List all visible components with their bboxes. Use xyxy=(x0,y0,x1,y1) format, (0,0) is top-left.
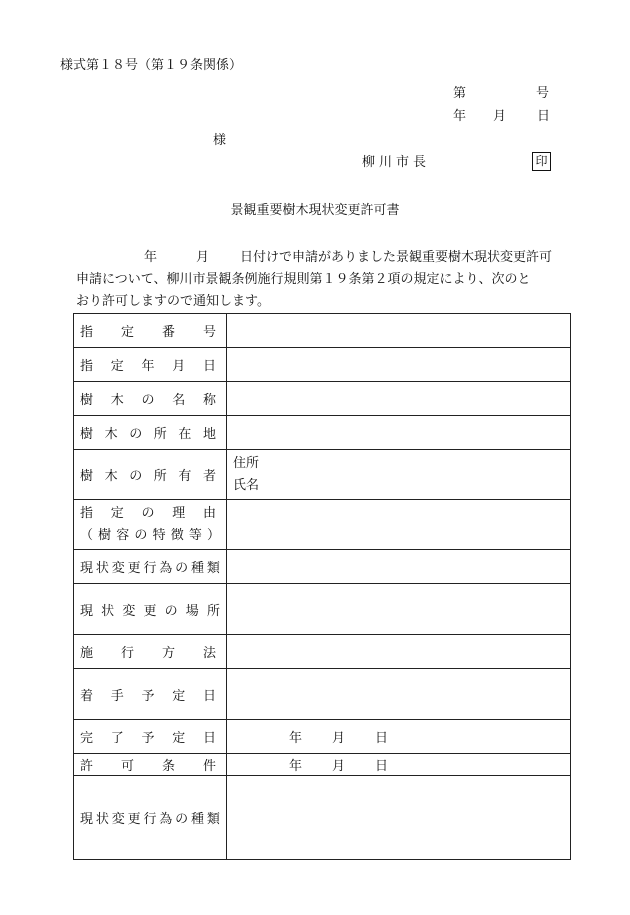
label-char: 方 xyxy=(161,646,175,661)
permit-date-fields xyxy=(233,755,570,774)
label-char: 更 xyxy=(127,812,141,827)
label-char: 年 xyxy=(141,359,155,374)
label-char: 種 xyxy=(191,812,205,827)
label-char: 類 xyxy=(206,812,220,827)
value-designation-date[interactable] xyxy=(227,348,571,382)
label-char: 行 xyxy=(143,812,157,827)
change-location-text xyxy=(80,600,220,619)
label-char: の xyxy=(164,603,178,619)
label-char: 施 xyxy=(80,646,94,661)
label-char: 樹 xyxy=(80,469,94,484)
label-char: 樹 xyxy=(80,393,94,408)
issue-date-month-label: 月 xyxy=(493,109,507,124)
label-char: 等 xyxy=(188,527,202,543)
label-char: 木 xyxy=(104,427,118,442)
label-tree-location xyxy=(74,416,227,450)
label-char: 状 xyxy=(101,603,115,619)
label-char: （ xyxy=(80,527,94,543)
body-line-2: 申請について、柳川市景観条例施行規則第１９条第２項の規定により、次のと xyxy=(76,272,531,287)
label-char: 樹 xyxy=(98,527,112,543)
label-char: の xyxy=(175,561,189,576)
row-tree-location xyxy=(74,416,571,450)
label-char: 変 xyxy=(111,561,125,576)
label-change-location xyxy=(74,584,227,635)
value-change-act-type-2[interactable] xyxy=(227,776,571,860)
body-month-label: 月 xyxy=(196,250,210,265)
completion-day-label: 日 xyxy=(375,731,389,746)
row-tree-name xyxy=(74,382,571,416)
row-change-act-type xyxy=(74,550,571,584)
body-line-1-text: 日付けで申請がありました景観重要樹木現状変更許可 xyxy=(240,250,553,265)
label-char: 為 xyxy=(159,812,173,827)
document-number-suffix: 号 xyxy=(536,86,550,101)
label-construction-method xyxy=(74,635,227,669)
body-year-label: 年 xyxy=(144,250,158,265)
issuer-name: 柳川市長 xyxy=(362,155,431,170)
permit-conditions-text xyxy=(80,755,220,774)
label-char: 理 xyxy=(172,505,186,521)
label-char: 完 xyxy=(80,731,94,746)
permit-day-label: 日 xyxy=(375,759,389,774)
label-char: 為 xyxy=(159,561,173,576)
row-start-date xyxy=(74,669,571,720)
label-char: 指 xyxy=(80,359,94,374)
label-char: 更 xyxy=(127,561,141,576)
label-char: 番 xyxy=(161,325,175,340)
issue-date-day-label: 日 xyxy=(537,109,551,124)
label-char: 行 xyxy=(120,646,134,661)
value-tree-location[interactable] xyxy=(227,416,571,450)
label-char: 樹 xyxy=(80,427,94,442)
body-line-3: おり許可しますので通知します。 xyxy=(76,294,270,309)
start-date-text xyxy=(80,685,220,704)
label-char: 現 xyxy=(80,603,94,619)
owner-name-label: 氏名 xyxy=(233,477,260,493)
label-start-date xyxy=(74,669,227,720)
label-char: 種 xyxy=(191,561,205,576)
label-char: 条 xyxy=(161,759,175,774)
label-char: 状 xyxy=(95,812,109,827)
label-char: ） xyxy=(206,527,220,543)
label-char: 徴 xyxy=(170,527,184,543)
owner-address-label: 住所 xyxy=(233,455,260,471)
label-char: 許 xyxy=(80,759,94,774)
label-char: の xyxy=(129,427,143,442)
designation-reason-subtext xyxy=(80,525,220,547)
addressee-honorific: 様 xyxy=(213,133,227,148)
label-char: 状 xyxy=(95,561,109,576)
label-char: の xyxy=(134,527,148,543)
label-char: 手 xyxy=(110,688,124,704)
value-construction-method[interactable] xyxy=(227,635,571,669)
label-char: 指 xyxy=(80,505,94,521)
document-title: 景観重要樹木現状変更許可書 xyxy=(230,203,400,218)
body-paragraph xyxy=(76,247,576,313)
row-tree-owner xyxy=(74,450,571,500)
label-char: 件 xyxy=(202,759,216,774)
label-char: 日 xyxy=(202,359,216,374)
value-designation-reason[interactable] xyxy=(227,500,571,550)
label-char: 着 xyxy=(80,688,94,704)
tree-owner-text xyxy=(80,465,220,484)
label-designation-number xyxy=(74,314,227,348)
row-permit-conditions xyxy=(74,754,571,776)
value-tree-owner[interactable] xyxy=(227,450,571,500)
permit-details-table xyxy=(73,313,571,860)
label-char: 日 xyxy=(202,731,216,746)
label-char: 所 xyxy=(153,427,167,442)
row-change-act-type-2 xyxy=(74,776,571,860)
row-construction-method xyxy=(74,635,571,669)
label-change-act-type-2 xyxy=(74,776,227,860)
label-char: 定 xyxy=(110,505,124,521)
value-start-date[interactable] xyxy=(227,669,571,720)
label-char: 有 xyxy=(178,469,192,484)
label-char: の xyxy=(175,812,189,827)
row-completion-date xyxy=(74,720,571,754)
designation-reason-text xyxy=(80,503,220,525)
label-char: 特 xyxy=(152,527,166,543)
label-char: 号 xyxy=(202,325,216,340)
label-char: 名 xyxy=(172,393,186,408)
permit-month-label: 月 xyxy=(332,759,346,774)
value-tree-name[interactable] xyxy=(227,382,571,416)
body-line-1 xyxy=(76,247,576,269)
label-char: 月 xyxy=(172,359,186,374)
label-char: 者 xyxy=(202,469,216,484)
label-change-act-type xyxy=(74,550,227,584)
label-char: 可 xyxy=(120,759,134,774)
label-char: 称 xyxy=(202,393,216,408)
row-change-location xyxy=(74,584,571,635)
label-char: 類 xyxy=(206,561,220,576)
label-permit-conditions xyxy=(74,754,227,776)
issue-date-year-label: 年 xyxy=(453,109,467,124)
completion-date-fields xyxy=(233,727,570,746)
row-designation-reason xyxy=(74,500,571,550)
label-char: 場 xyxy=(185,603,199,619)
value-change-location[interactable] xyxy=(227,584,571,635)
completion-month-label: 月 xyxy=(332,731,346,746)
label-char: 木 xyxy=(110,393,124,408)
value-completion-date[interactable] xyxy=(227,720,571,754)
value-designation-number[interactable] xyxy=(227,314,571,348)
construction-method-text xyxy=(80,642,220,661)
label-char: 定 xyxy=(110,359,124,374)
label-char: 指 xyxy=(80,325,94,340)
form-number: 様式第１８号（第１９条関係） xyxy=(60,58,243,73)
designation-date-text xyxy=(80,355,220,374)
label-char: 現 xyxy=(80,561,94,576)
label-char: 在 xyxy=(178,427,192,442)
label-tree-owner xyxy=(74,450,227,500)
label-char: 変 xyxy=(122,603,136,619)
label-char: 木 xyxy=(104,469,118,484)
label-char: の xyxy=(141,393,155,408)
completion-year-label: 年 xyxy=(289,731,303,746)
label-char: の xyxy=(141,505,155,521)
label-char: 日 xyxy=(202,688,216,704)
completion-date-text xyxy=(80,727,220,746)
label-char: 由 xyxy=(202,505,216,521)
label-char: 行 xyxy=(143,561,157,576)
change-act-type-2-text xyxy=(80,808,220,827)
label-char: 変 xyxy=(111,812,125,827)
label-char: 定 xyxy=(172,731,186,746)
label-char: 予 xyxy=(141,731,155,746)
label-char: 定 xyxy=(172,688,186,704)
label-char: 所 xyxy=(206,603,220,619)
label-tree-name xyxy=(74,382,227,416)
change-act-type-text xyxy=(80,557,220,576)
designation-number-text xyxy=(80,321,220,340)
value-change-act-type[interactable] xyxy=(227,550,571,584)
label-char: 予 xyxy=(141,688,155,704)
label-char: 更 xyxy=(143,603,157,619)
label-char: 容 xyxy=(116,527,130,543)
label-designation-reason xyxy=(74,500,227,550)
label-char: の xyxy=(129,469,143,484)
document-number-label: 第 xyxy=(453,86,467,101)
label-designation-date xyxy=(74,348,227,382)
label-completion-date xyxy=(74,720,227,754)
value-permit-conditions[interactable] xyxy=(227,754,571,776)
tree-location-text xyxy=(80,423,220,442)
row-designation-date xyxy=(74,348,571,382)
tree-name-text xyxy=(80,389,220,408)
permit-year-label: 年 xyxy=(289,759,303,774)
label-char: 了 xyxy=(110,731,124,746)
label-char: 所 xyxy=(153,469,167,484)
row-designation-number xyxy=(74,314,571,348)
label-char: 現 xyxy=(80,812,94,827)
label-char: 法 xyxy=(202,646,216,661)
label-char: 地 xyxy=(202,427,216,442)
label-char: 定 xyxy=(120,325,134,340)
seal-stamp-box: 印 xyxy=(532,152,551,171)
